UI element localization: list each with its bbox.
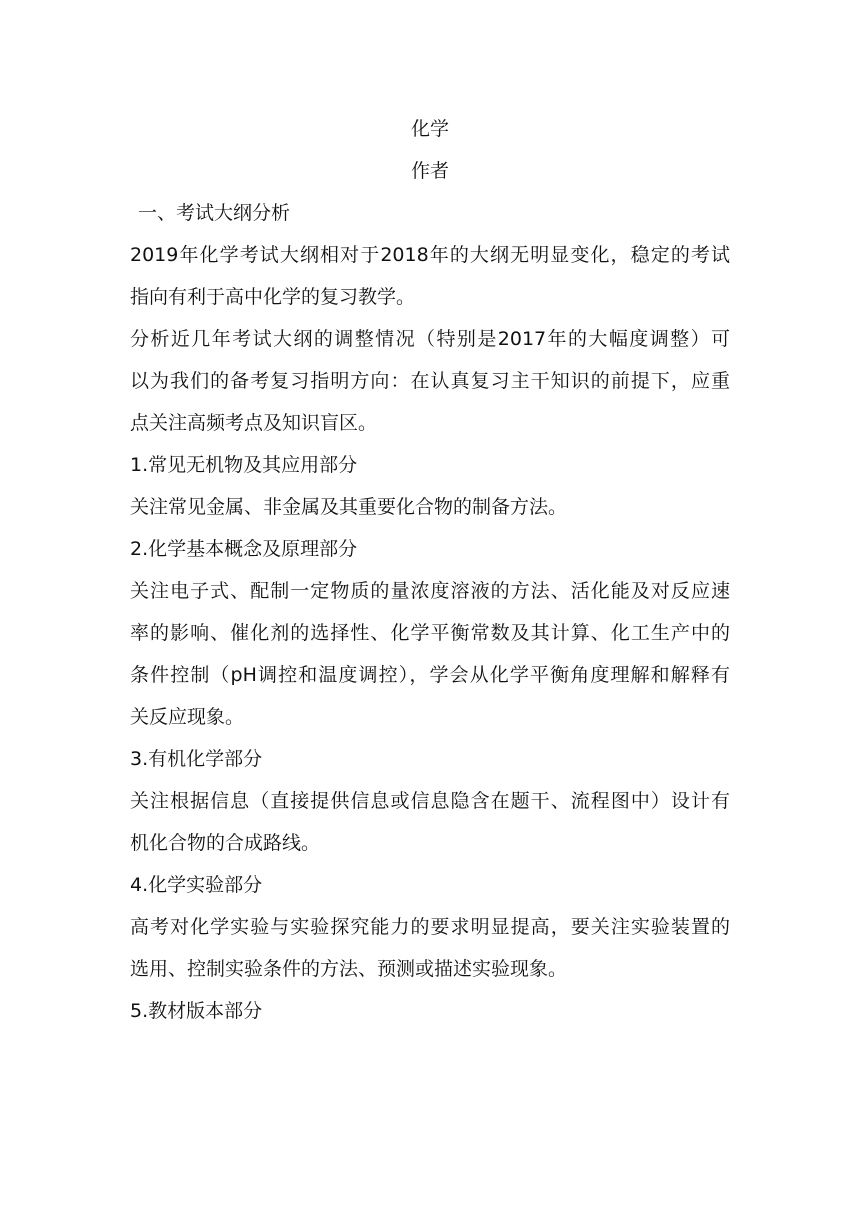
paragraph-line: 2019年化学考试大纲相对于2018年的大纲无明显变化，稳定的考试 <box>130 244 730 266</box>
paragraph-line: 选用、控制实验条件的方法、预测或描述实验现象。 <box>130 958 568 980</box>
item-heading: 5.教材版本部分 <box>130 1000 263 1022</box>
item-heading: 1.常见无机物及其应用部分 <box>130 454 358 476</box>
paragraph-line: 点关注高频考点及知识盲区。 <box>130 412 378 434</box>
section-heading: 一、考试大纲分析 <box>138 202 291 224</box>
item-heading: 4.化学实验部分 <box>130 874 263 896</box>
paragraph-line: 以为我们的备考复习指明方向：在认真复习主干知识的前提下，应重 <box>130 370 730 392</box>
document-body <box>130 108 730 1032</box>
paragraph-line: 机化合物的合成路线。 <box>130 832 321 854</box>
document-author: 作者 <box>410 160 449 182</box>
paragraph-line: 关注根据信息（直接提供信息或信息隐含在题干、流程图中）设计有 <box>130 790 730 812</box>
document-title: 化学 <box>410 118 449 140</box>
paragraph-line: 指向有利于高中化学的复习教学。 <box>130 286 416 308</box>
paragraph-line: 分析近几年考试大纲的调整情况（特别是2017年的大幅度调整）可 <box>130 328 730 350</box>
paragraph-line: 高考对化学实验与实验探究能力的要求明显提高，要关注实验装置的 <box>130 916 730 938</box>
item-heading: 2.化学基本概念及原理部分 <box>130 538 358 560</box>
item-heading: 3.有机化学部分 <box>130 748 263 770</box>
paragraph-line: 条件控制（pH调控和温度调控），学会从化学平衡角度理解和解释有 <box>130 664 730 686</box>
paragraph-line: 关注电子式、配制一定物质的量浓度溶液的方法、活化能及对反应速 <box>130 580 730 602</box>
paragraph-line: 关注常见金属、非金属及其重要化合物的制备方法。 <box>130 496 568 518</box>
paragraph-line: 率的影响、催化剂的选择性、化学平衡常数及其计算、化工生产中的 <box>130 622 730 644</box>
paragraph-line: 关反应现象。 <box>130 706 245 728</box>
